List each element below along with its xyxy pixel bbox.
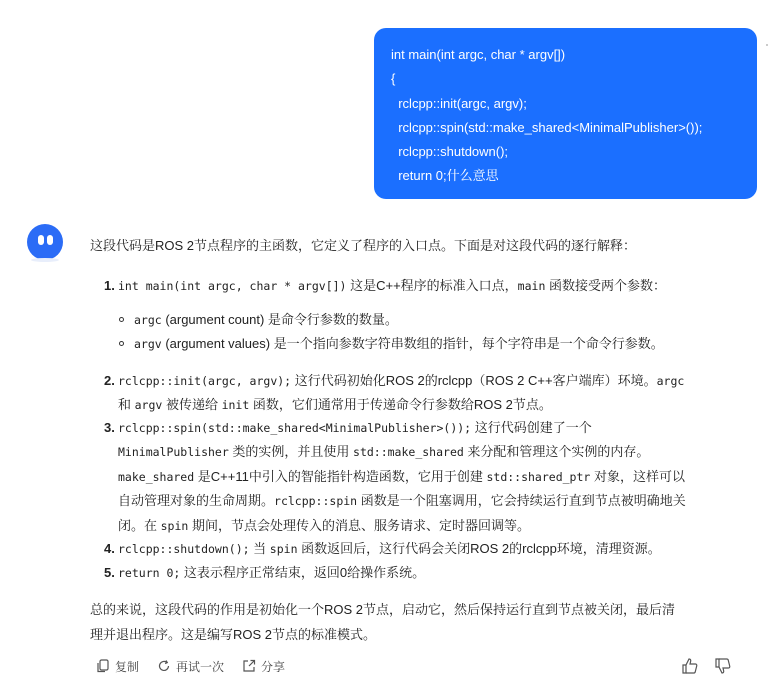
list-item <box>104 416 734 538</box>
sub-item-text: (argument count) 是命令行参数的数量。 <box>161 312 398 327</box>
item-text: 类的实例，并且使用 <box>228 444 354 460</box>
user-message-line: { <box>391 71 396 87</box>
avatar-eye-icon <box>47 235 53 245</box>
inline-code: int main(int argc, char * argv[]) <box>118 279 347 293</box>
inline-code: spin <box>160 518 189 533</box>
list-item <box>104 369 734 418</box>
answer-actions <box>96 656 303 676</box>
user-message-line: rclcpp::shutdown(); <box>391 144 509 160</box>
thumbs-down-icon[interactable] <box>714 657 732 675</box>
list-number: 5. <box>104 565 115 580</box>
item-text: 函数是一个阻塞调用，它会持续运行直到节点被明确地关 <box>357 493 686 509</box>
bullet-icon <box>119 317 124 322</box>
inline-code: argc <box>656 374 685 388</box>
list-number: 3. <box>104 420 115 435</box>
copy-icon <box>96 659 110 673</box>
list-item <box>104 274 734 298</box>
list-number: 1. <box>104 278 115 293</box>
copy-button[interactable] <box>96 658 139 675</box>
item-text: 是C++11中引入的智能指针构造函数，它用于创建 <box>194 468 487 484</box>
item-text: 被传递给 <box>162 397 222 413</box>
inline-code: main <box>517 279 546 293</box>
sub-list-item <box>119 310 398 330</box>
answer-summary <box>90 598 750 647</box>
item-text: 这行代码初始化ROS 2的rclcpp（ROS 2 C++客户端库）环境。 <box>291 373 657 388</box>
inline-code: init <box>221 398 250 413</box>
item-text: 这行代码创建了一个 <box>471 420 592 435</box>
item-text: 和 <box>118 397 135 413</box>
inline-code: rclcpp::spin(std::make_shared<MinimalPublisher>()); <box>118 421 472 435</box>
inline-code: rclcpp::shutdown(); <box>118 542 250 556</box>
item-text: 函数，它们通常用于传递命令行参数给ROS 2节点。 <box>249 397 552 413</box>
inline-code: argv <box>134 398 163 413</box>
item-text: 这表示程序正常结束，返回0给操作系统。 <box>180 565 426 580</box>
item-text: 闭。在 <box>118 517 161 533</box>
item-text: 期间，节点会处理传入的消息、服务请求、定时器回调等。 <box>188 517 530 533</box>
inline-code: rclcpp::spin <box>274 494 358 509</box>
item-text: 函数接受两个参数： <box>545 278 666 293</box>
inline-code: rclcpp::init(argc, argv); <box>118 374 292 388</box>
answer-intro: 这段代码是ROS 2节点程序的主函数，它定义了程序的入口点。下面是对这段代码的逐行解释： <box>90 238 637 253</box>
summary-line: 总的来说，这段代码的作用是初始化一个ROS 2节点，启动它，然后保持运行直到节点被关闭，最后清 <box>90 602 676 617</box>
item-text: 当 <box>249 541 270 556</box>
retry-button[interactable] <box>157 658 224 675</box>
retry-label: 再试一次 <box>176 659 225 674</box>
user-message-line: int main(int argc, char * argv[]) <box>391 47 566 62</box>
item-text: 这是C++程序的标准入口点， <box>346 278 518 293</box>
user-message-bubble <box>374 28 757 199</box>
item-text: 对象，这样可以 <box>590 468 685 484</box>
inline-code: argc <box>134 313 162 327</box>
bullet-icon <box>119 341 124 346</box>
list-item <box>104 537 734 561</box>
user-message-line: rclcpp::init(argc, argv); <box>391 95 527 111</box>
inline-code: std::shared_ptr <box>486 469 591 484</box>
list-number: 4. <box>104 541 115 556</box>
share-icon <box>242 659 256 673</box>
inline-code: return 0; <box>118 566 181 580</box>
sub-list-item <box>119 334 664 354</box>
user-message-line: return 0;什么意思 <box>391 168 499 184</box>
refresh-icon <box>157 659 171 673</box>
assistant-avatar <box>27 224 63 260</box>
avatar-eye-icon <box>38 235 44 245</box>
share-label: 分享 <box>261 659 286 674</box>
copy-label: 复制 <box>115 659 140 674</box>
user-message-line: rclcpp::spin(std::make_shared<MinimalPublisher>()); <box>391 119 703 135</box>
summary-line: 理并退出程序。这是编写ROS 2节点的标准模式。 <box>90 626 377 642</box>
inline-code: spin <box>269 542 298 556</box>
inline-code: std::make_shared <box>353 445 464 460</box>
inline-code: MinimalPublisher <box>118 445 229 460</box>
item-text: 自动管理对象的生命周期。 <box>118 493 275 509</box>
item-text: 函数返回后，这行代码会关闭ROS 2的rclcpp环境，清理资源。 <box>297 541 661 556</box>
share-button[interactable] <box>242 658 285 675</box>
inline-code: make_shared <box>118 469 195 484</box>
avatar-shadow <box>31 258 59 262</box>
list-item <box>104 561 734 585</box>
thumbs-up-icon[interactable] <box>681 657 699 675</box>
inline-code: argv <box>134 337 162 351</box>
list-number: 2. <box>104 373 115 388</box>
sub-item-text: (argument values) 是一个指向参数字符串数组的指针，每个字符串是一个命令行参数。 <box>161 336 664 351</box>
item-text: 来分配和管理这个实例的内存。 <box>463 444 650 460</box>
message-menu-dot[interactable] <box>766 44 768 46</box>
